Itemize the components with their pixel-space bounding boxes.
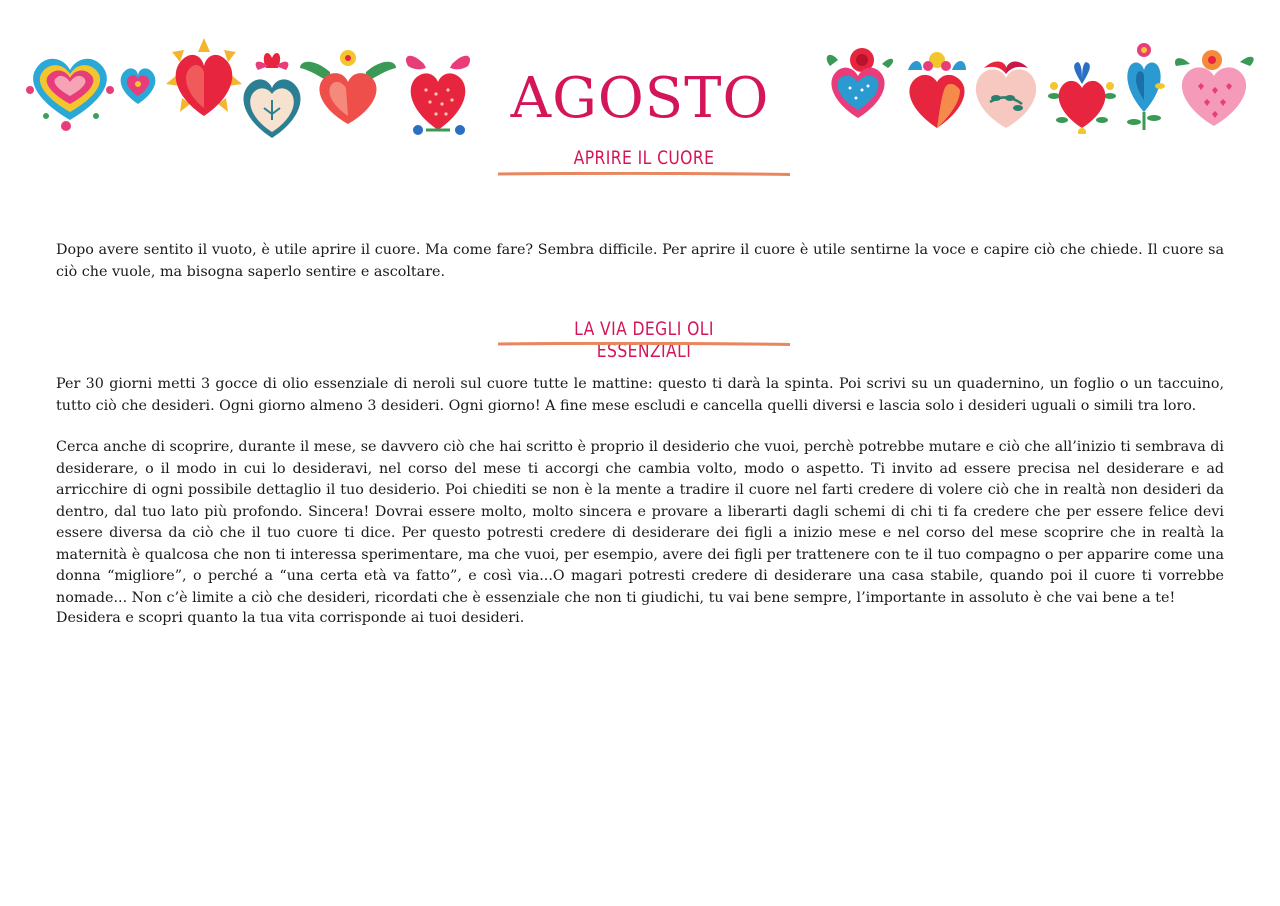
tall-blue-heart-icon (1127, 43, 1165, 130)
flower-wreath-heart-icon (1048, 62, 1116, 134)
rainbow-heart-icon (26, 59, 114, 131)
section-heading-oli-essenziali: LA VIA DEGLI OLI ESSENZIALI (574, 318, 714, 362)
hearts-left-decoration (26, 38, 478, 138)
dotted-pink-heart-icon (1175, 50, 1254, 126)
strawberry-heart-icon (406, 56, 470, 135)
section-heading-aprire-il-cuore: APRIRE IL CUORE (573, 147, 715, 169)
heading-underline (498, 172, 790, 176)
paragraph-instructions: Per 30 giorni metti 3 gocce di olio essenziale di neroli sul cuore tutte le mattine: questo ti darà la spinta. Poi scrivi su un quadernino, un foglio o un taccuino, tutto ciò che desideri. Ogni giorno almeno 3 desideri. Ogni giorno! A fine mese escludi e cancella quelli diversi e lascia solo i desideri uguali o simili tra loro. (56, 376, 1224, 414)
sun-heart-icon (166, 38, 242, 116)
paragraph-intro: Dopo avere sentito il vuoto, è utile aprire il cuore. Ma come fare? Sembra difficile. Per aprire il cuore è utile sentirne la voce e capire ciò che chiede. Il cuore sa ciò che vuole, ma bisogna saperlo sentire e ascoltare. (56, 242, 1224, 280)
paragraph-discover: Cerca anche di scoprire, durante il mese, se davvero ciò che hai scritto è proprio il desiderio che vuoi, perchè potrebbe mutare e ciò che all’inizio ti sembrava di desiderare, o il modo in cui lo desideravi, nel corso del mese ti accorgi che cambia volto, modo o aspetto. Ti invito ad essere precisa nel desiderare e ad arricchire di ogni possibile dettaglio il tuo desiderio. Poi chiediti se non è la mente a tradire il cuore nel farti credere di volere ciò che in realtà non desideri da dentro, dal tuo lato più profondo. Sincera! Dovrai essere molto, molto sincera e provare a liberarti dagli schemi di chi ti fa credere che per essere felice devi essere diversa da ciò che il tuo cuore ti dice. Per questo potresti credere di desiderare dei figli a inizio mese e nel corso del mese scoprire che in realtà la maternità è qualcosa che non ti interessa sperimentare, ma che vuoi, per esempio, avere dei figli per trattenere con te il tuo compagno o per apparire come una donna “migliore”, o perché a “una certa età va fatto”, e così via...O magari potresti credere di desiderare una casa stabile, quando poi il cuore ti vorrebbe nomade... Non c’è limite a ciò che desideri, ricordati che è essenziale che non ti giudichi, tu vai bene sempre, l’importante in assoluto è che vai bene a te! (56, 439, 1225, 606)
floral-crown-heart-icon (908, 52, 966, 128)
leafy-pink-heart-icon (976, 61, 1036, 128)
heading-underline (498, 342, 790, 346)
hearts-right-decoration (822, 42, 1262, 134)
flower-heart-icon (243, 53, 300, 138)
page-title: AGOSTO (510, 66, 770, 131)
rose-heart-icon (827, 48, 893, 118)
winged-heart-icon (300, 50, 396, 124)
paragraph-closing: Desidera e scopri quanto la tua vita corrisponde ai tuoi desideri. (56, 610, 525, 626)
small-blue-heart-icon (121, 68, 156, 104)
